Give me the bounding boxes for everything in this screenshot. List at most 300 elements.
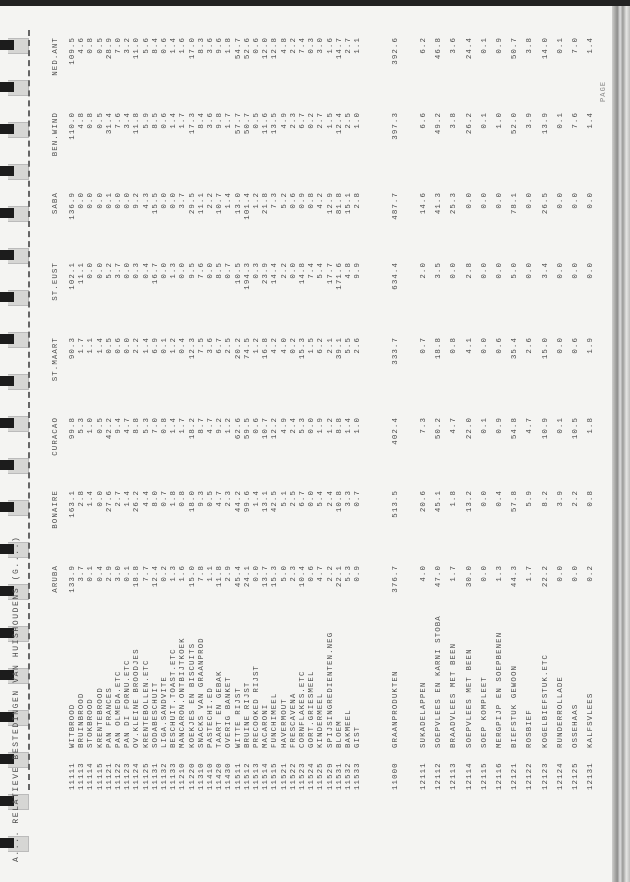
cell-value: 2.2 — [572, 490, 580, 507]
cell-value: 0.0 — [161, 262, 169, 279]
cell-value: 3.6 — [207, 112, 215, 129]
cell-value: 10.5 — [234, 262, 243, 285]
cell-value: 1.7 — [450, 565, 459, 582]
cell-value: 2.4 — [326, 490, 335, 507]
cell-value: 1.9 — [587, 337, 596, 354]
cell-value: 0.5 — [105, 337, 114, 354]
cell-value: 11.8 — [216, 565, 225, 588]
cell-value: 6.6 — [420, 112, 428, 129]
cell-value: 18.8 — [133, 565, 142, 588]
cell-value: 1.1 — [354, 37, 363, 54]
cell-value: 0.6 — [115, 337, 123, 354]
row-name: HAVERMOUT — [280, 698, 289, 748]
row-name: KRENTEBOLLEN.ETC — [142, 659, 151, 748]
cell-value: 5.0 — [280, 565, 289, 582]
cell-value: 13.0 — [234, 192, 243, 215]
cell-value: 22.2 — [541, 565, 550, 588]
cell-value: 0.6 — [496, 337, 504, 354]
column-header: SABA — [52, 192, 60, 215]
cell-value: 2.3 — [289, 565, 298, 582]
cell-value: 2.5 — [289, 490, 298, 507]
cell-value: 5.4 — [317, 490, 326, 507]
row-name: ROSBIEF — [526, 709, 535, 748]
cell-value: 0.0 — [124, 337, 133, 354]
cell-value: 11.6 — [262, 112, 271, 135]
cell-value: 44.3 — [511, 565, 520, 588]
cell-value: 2.8 — [78, 490, 87, 507]
cell-value: 2.5 — [225, 337, 234, 354]
document-title: A.... RELATIEVE BESTEDINGEN VAN HUISHOUDENS (G....) — [12, 535, 21, 862]
cell-value: 0.3 — [253, 262, 261, 279]
cell-value: 1.4 — [587, 112, 596, 129]
cell-value: 2.7 — [115, 490, 123, 507]
cell-value: 2.9 — [225, 565, 234, 582]
cell-value: 4.7 — [450, 417, 459, 434]
cell-value: 2.6 — [354, 337, 363, 354]
column-header: ARUBA — [52, 565, 60, 593]
cell-value: 6.7 — [299, 112, 307, 129]
row-code: 12123 — [541, 762, 550, 790]
cell-value: 1.4 — [170, 37, 179, 54]
row-code: 11523 — [299, 762, 307, 790]
cell-value: 0.0 — [124, 262, 133, 279]
cell-value: 1.0 — [87, 417, 96, 434]
row-code: 11000 — [392, 762, 400, 790]
cell-value: 0.0 — [556, 565, 565, 582]
cell-value: 2.8 — [354, 192, 363, 209]
cell-value: 16.8 — [262, 337, 271, 360]
cell-value: 15.1 — [345, 192, 353, 215]
cell-value: 9.4 — [115, 417, 123, 434]
row-name: RUNDERROLLADE — [556, 676, 565, 748]
cell-value: 0.6 — [161, 112, 169, 129]
cell-value: 2.2 — [280, 262, 289, 279]
cell-value: 0.6 — [289, 192, 298, 209]
cell-value: 1.4 — [587, 37, 596, 54]
row-name: GRAANPRODUKTEN — [392, 670, 400, 748]
cell-value: 0.0 — [179, 262, 188, 279]
cell-value: 133.9 — [69, 565, 77, 593]
cell-value: 0.3 — [308, 37, 317, 54]
cell-value: 0.7 — [354, 490, 363, 507]
cell-value: 2.6 — [526, 337, 535, 354]
cell-value: 0.8 — [179, 490, 188, 507]
cell-value: 9.2 — [216, 417, 225, 434]
cell-value: 3.6 — [450, 37, 459, 54]
cell-value: 10.7 — [216, 192, 225, 215]
cell-value: 4.9 — [280, 112, 289, 129]
row-name: FUNCHIMEEL — [271, 692, 280, 748]
cell-value: 50.7 — [511, 37, 520, 60]
row-code: 11410 — [207, 762, 215, 790]
cell-value: 0.1 — [480, 112, 489, 129]
row-code: 11124 — [133, 762, 142, 790]
cell-value: 0.9 — [299, 192, 307, 209]
cell-value: 2.5 — [345, 112, 353, 129]
cell-value: 3.4 — [124, 112, 133, 129]
cell-value: 1.2 — [253, 192, 261, 209]
cell-value: 24.4 — [465, 37, 474, 60]
cell-value: 0.1 — [124, 565, 133, 582]
cell-value: 513.5 — [392, 490, 400, 518]
row-name: PRECOOKED RIJST — [253, 664, 261, 748]
cell-value: 6.7 — [299, 490, 307, 507]
row-name: BESCHUIT.TOAST.ETC — [170, 648, 179, 748]
row-code: 11122 — [115, 762, 123, 790]
cell-value: 0.0 — [96, 490, 105, 507]
cell-value: 6.9 — [151, 337, 160, 354]
cell-value: 5.3 — [345, 565, 353, 582]
cell-value: 12.4 — [151, 565, 160, 588]
cell-value: 1.0 — [354, 417, 363, 434]
cell-value: 2.2 — [326, 565, 335, 582]
row-code: 12114 — [465, 762, 474, 790]
cell-value: 8.4 — [151, 37, 160, 54]
row-code: 11515 — [271, 762, 280, 790]
cell-value: 163.1 — [69, 490, 77, 518]
cell-value: 14.6 — [420, 192, 428, 215]
cell-value: 0.2 — [289, 337, 298, 354]
row-name: SOEP KOMPLEET — [480, 676, 489, 748]
row-name: GIST — [354, 725, 363, 748]
cell-value: 0.0 — [480, 337, 489, 354]
cell-value: 0.1 — [161, 337, 169, 354]
row-name: KRENTEBROOD — [96, 687, 105, 748]
cell-value: 13.2 — [465, 490, 474, 513]
cell-value: 15.0 — [188, 565, 197, 588]
cell-value: 0.0 — [96, 192, 105, 209]
cell-value: 1.4 — [124, 490, 133, 507]
cell-value: 52.6 — [243, 37, 252, 60]
cell-value: 4.0 — [420, 565, 428, 582]
cell-value: 44.2 — [234, 490, 243, 513]
cell-value: 3.3 — [345, 490, 353, 507]
cell-value: 0.5 — [96, 37, 105, 54]
cell-value: 7.4 — [308, 262, 317, 279]
row-code: 11522 — [289, 762, 298, 790]
cell-value: 0.9 — [496, 37, 504, 54]
cell-value: 15.5 — [151, 192, 160, 215]
cell-value: 0.0 — [526, 192, 535, 209]
cell-value: 2.0 — [420, 262, 428, 279]
cell-value: 3.4 — [541, 262, 550, 279]
row-code: 11525 — [317, 762, 326, 790]
cell-value: 10.5 — [572, 417, 580, 440]
row-name: SNACKS VAN GRAANPROD — [197, 637, 206, 748]
row-name: KALFSVLEES — [587, 692, 596, 748]
row-code: 11511 — [234, 762, 243, 790]
cell-value: 0.2 — [161, 565, 169, 582]
cell-value: 1.4 — [96, 337, 105, 354]
cell-value: 2.4 — [289, 417, 298, 434]
cell-value: 16.7 — [151, 262, 160, 285]
row-code: 11521 — [280, 762, 289, 790]
cell-value: 54.8 — [511, 417, 520, 440]
cell-value: 402.4 — [392, 417, 400, 445]
cell-value: 99.6 — [243, 490, 252, 513]
cell-value: 0.0 — [526, 262, 535, 279]
cell-value: 1.6 — [179, 37, 188, 54]
cell-value: 62.6 — [234, 417, 243, 440]
cell-value: 45.4 — [234, 565, 243, 588]
cell-value: 3.8 — [526, 37, 535, 54]
cell-value: 11.8 — [133, 112, 142, 135]
row-name: BRUINBROOD — [78, 692, 87, 748]
cell-value: 1.9 — [317, 417, 326, 434]
cell-value: 4.8 — [280, 37, 289, 54]
cell-value: 0.0 — [480, 192, 489, 209]
cell-value: 13.5 — [271, 112, 280, 135]
cell-value: 8.5 — [216, 262, 225, 279]
cell-value: 12.8 — [271, 37, 280, 60]
cell-value: 0.7 — [161, 490, 169, 507]
cell-value: 1.8 — [170, 490, 179, 507]
cell-value: 3.6 — [207, 37, 215, 54]
column-header: BEN.WIND — [52, 112, 60, 157]
cell-value: 0.1 — [480, 37, 489, 54]
cell-value: 0.0 — [572, 262, 580, 279]
cell-value: 27.6 — [105, 490, 114, 513]
cell-value: 59.5 — [243, 417, 252, 440]
cell-value: 46.8 — [435, 37, 444, 60]
cell-value: 0.0 — [480, 565, 489, 582]
cell-value: 0.1 — [556, 417, 565, 434]
cell-value: 0.0 — [87, 192, 96, 209]
cell-value: 1.6 — [179, 565, 188, 582]
cell-value: 3.0 — [115, 565, 123, 582]
cell-value: 333.7 — [392, 337, 400, 365]
cell-value: 1.2 — [225, 417, 234, 434]
cell-value: 31.4 — [105, 112, 114, 135]
cell-value: 0.0 — [572, 565, 580, 582]
cell-value: 7.0 — [115, 37, 123, 54]
row-name: KINDERMEEL — [317, 692, 326, 748]
cell-value: 0.8 — [308, 192, 317, 209]
cell-value: 26.2 — [465, 112, 474, 135]
row-code: 12131 — [587, 762, 596, 790]
cell-value: 5.9 — [142, 112, 151, 129]
row-code: 11131 — [151, 762, 160, 790]
cell-value: 1.3 — [496, 565, 504, 582]
cell-value: 487.7 — [392, 192, 400, 220]
cell-value: 5.4 — [317, 262, 326, 279]
cell-value: 24.1 — [243, 565, 252, 588]
cell-value: 0.8 — [87, 37, 96, 54]
cell-value: 0.0 — [587, 262, 596, 279]
cell-value: 0.8 — [587, 490, 596, 507]
row-name: SUKADELAPPEN — [420, 681, 428, 748]
cell-value: 12.4 — [335, 112, 344, 135]
cell-value: 4.0 — [280, 337, 289, 354]
row-code: 12113 — [450, 762, 459, 790]
cell-value: 0.1 — [556, 112, 565, 129]
cell-value: 3.5 — [435, 262, 444, 279]
cell-value: 0.4 — [96, 565, 105, 582]
cell-value: 8.0 — [151, 490, 160, 507]
cell-value: 12.2 — [271, 417, 280, 440]
cell-value: 7.0 — [151, 417, 160, 434]
row-name: SPIJSINGREDIENTEN.NEG — [326, 631, 335, 748]
cell-value: 1.4 — [345, 417, 353, 434]
row-name: BRAADVLEES MET BEEN — [450, 642, 459, 748]
cell-value: 7.5 — [197, 337, 206, 354]
cell-value: 8.4 — [197, 112, 206, 129]
cell-value: 0.0 — [496, 262, 504, 279]
cell-value: 20.2 — [234, 337, 243, 360]
cell-value: 4.3 — [142, 192, 151, 209]
cell-value: 1.0 — [354, 112, 363, 129]
cell-value: 4.7 — [526, 417, 535, 434]
cell-value: 9.9 — [354, 262, 363, 279]
cell-value: 18.0 — [188, 490, 197, 513]
cell-value: 109.5 — [69, 37, 77, 65]
cell-value: 2.7 — [317, 112, 326, 129]
cell-value: 0.0 — [253, 565, 261, 582]
cell-value: 1.6 — [326, 37, 335, 54]
cell-value: 3.6 — [207, 337, 215, 354]
cell-value: 9.3 — [197, 490, 206, 507]
row-name: FRESCAVENA — [289, 692, 298, 748]
cell-value: 0.9 — [496, 417, 504, 434]
cell-value: 14.4 — [271, 262, 280, 285]
cell-value: 18.8 — [435, 337, 444, 360]
row-name: BIEFSTUK GEWOON — [511, 664, 520, 748]
cell-value: 0.4 — [179, 337, 188, 354]
cell-value: 1.7 — [526, 565, 535, 582]
row-name: OVERIG BANKET — [225, 676, 234, 748]
cell-value: 17.3 — [188, 112, 197, 135]
cell-value: 1.3 — [170, 565, 179, 582]
cell-value: 0.8 — [87, 112, 96, 129]
cell-value: 0.5 — [96, 112, 105, 129]
cell-value: 0.0 — [124, 192, 133, 209]
cell-value: 5.0 — [511, 262, 520, 279]
cell-value: 42.2 — [105, 417, 114, 440]
cell-value: 54.7 — [234, 37, 243, 60]
cell-value: 8.8 — [335, 417, 344, 434]
cell-value: 9.6 — [216, 37, 225, 54]
row-code: 11532 — [345, 762, 353, 790]
row-code: 11133 — [170, 762, 179, 790]
cell-value: 9.8 — [216, 112, 225, 129]
cell-value: 10.9 — [541, 417, 550, 440]
row-code: 11121 — [105, 762, 114, 790]
cell-value: 0.4 — [496, 490, 504, 507]
cell-value: 7.6 — [115, 112, 123, 129]
cell-value: 74.5 — [243, 337, 252, 360]
row-code: 11114 — [87, 762, 96, 790]
cell-value: 0.1 — [480, 417, 489, 434]
cell-value: 25.3 — [450, 192, 459, 215]
cell-value: 1.5 — [308, 337, 317, 354]
cell-value: 6.2 — [317, 337, 326, 354]
row-name: PAN DI FORNU.ETC — [124, 659, 133, 748]
cell-value: 0.7 — [225, 262, 234, 279]
cell-value: 0.6 — [161, 37, 169, 54]
cell-value: 0.6 — [308, 565, 317, 582]
row-name: SOEPVLEES MET BEEN — [465, 648, 474, 748]
row-code: 11512 — [243, 762, 252, 790]
row-code: 11524 — [308, 762, 317, 790]
cell-value: 1.2 — [326, 417, 335, 434]
cell-value: 4.7 — [317, 565, 326, 582]
cell-value: 12.0 — [262, 37, 271, 60]
cell-value: 2.2 — [207, 192, 215, 209]
cell-value: 376.7 — [392, 565, 400, 593]
cell-value: 11.0 — [133, 37, 142, 60]
cell-value: 0.5 — [207, 490, 215, 507]
cell-value: 5.5 — [345, 337, 353, 354]
dashed-rule — [28, 30, 30, 790]
cell-value: 0.0 — [289, 262, 298, 279]
cell-value: 0.0 — [161, 192, 169, 209]
cell-value: 0.8 — [450, 337, 459, 354]
cell-value: 3.7 — [78, 565, 87, 582]
cell-value: 1.1 — [87, 337, 96, 354]
cell-value: 1.8 — [450, 490, 459, 507]
row-name: LIGA.SANDVITE — [161, 676, 169, 748]
cell-value: 42.5 — [271, 490, 280, 513]
cell-value: 5.3 — [299, 417, 307, 434]
row-name: GORT.GRIESMEEL — [308, 670, 317, 748]
cell-value: 5.2 — [280, 192, 289, 209]
cell-value: 0.8 — [161, 417, 169, 434]
cell-value: 171.6 — [335, 262, 344, 290]
cell-value: 4.2 — [317, 192, 326, 209]
cell-value: 4.1 — [465, 337, 474, 354]
cell-value: 7.3 — [420, 417, 428, 434]
cell-value: 7.0 — [572, 37, 580, 54]
cell-value: 49.2 — [435, 112, 444, 135]
cell-value: 1.2 — [170, 337, 179, 354]
cell-value: 1.7 — [179, 417, 188, 434]
row-code: 12124 — [556, 762, 565, 790]
row-code: 12125 — [572, 762, 580, 790]
column-header: BONAIRE — [52, 490, 60, 529]
cell-value: 50.7 — [243, 112, 252, 135]
cell-value: 39.1 — [335, 337, 344, 360]
cell-value: 4.7 — [216, 490, 225, 507]
cell-value: 18.2 — [188, 417, 197, 440]
cell-value: 0.0 — [556, 262, 565, 279]
cell-value: 0.0 — [572, 192, 580, 209]
cell-value: 2.2 — [133, 337, 142, 354]
cell-value: 3.9 — [526, 112, 535, 129]
cell-value: 90.3 — [69, 337, 77, 360]
cell-value: 0.0 — [587, 192, 596, 209]
cell-value: 4.6 — [78, 37, 87, 54]
cell-value: 1.5 — [326, 112, 335, 129]
row-name: WITTE RIJST — [234, 687, 243, 748]
cell-value: 0.0 — [170, 192, 179, 209]
row-name: PAN FRANCES — [105, 687, 114, 748]
row-name: SODABESCHUIT — [151, 681, 160, 748]
row-name: SOEPVLEES EN KARNI STOBA — [435, 615, 444, 748]
cell-value: 0.0 — [556, 192, 565, 209]
row-code: 11533 — [354, 762, 363, 790]
cell-value: 5.3 — [142, 417, 151, 434]
cell-value: 21.8 — [262, 192, 271, 215]
cell-value: 4.4 — [142, 490, 151, 507]
cell-value: 1.1 — [207, 565, 215, 582]
cell-value: 0.4 — [142, 262, 151, 279]
row-code: 11220 — [188, 762, 197, 790]
cell-value: 13.7 — [262, 565, 271, 588]
cell-value: 9.5 — [188, 262, 197, 279]
cell-value: 0.2 — [308, 112, 317, 129]
cell-value: 1.3 — [170, 262, 179, 279]
cell-value: 3.2 — [124, 37, 133, 54]
